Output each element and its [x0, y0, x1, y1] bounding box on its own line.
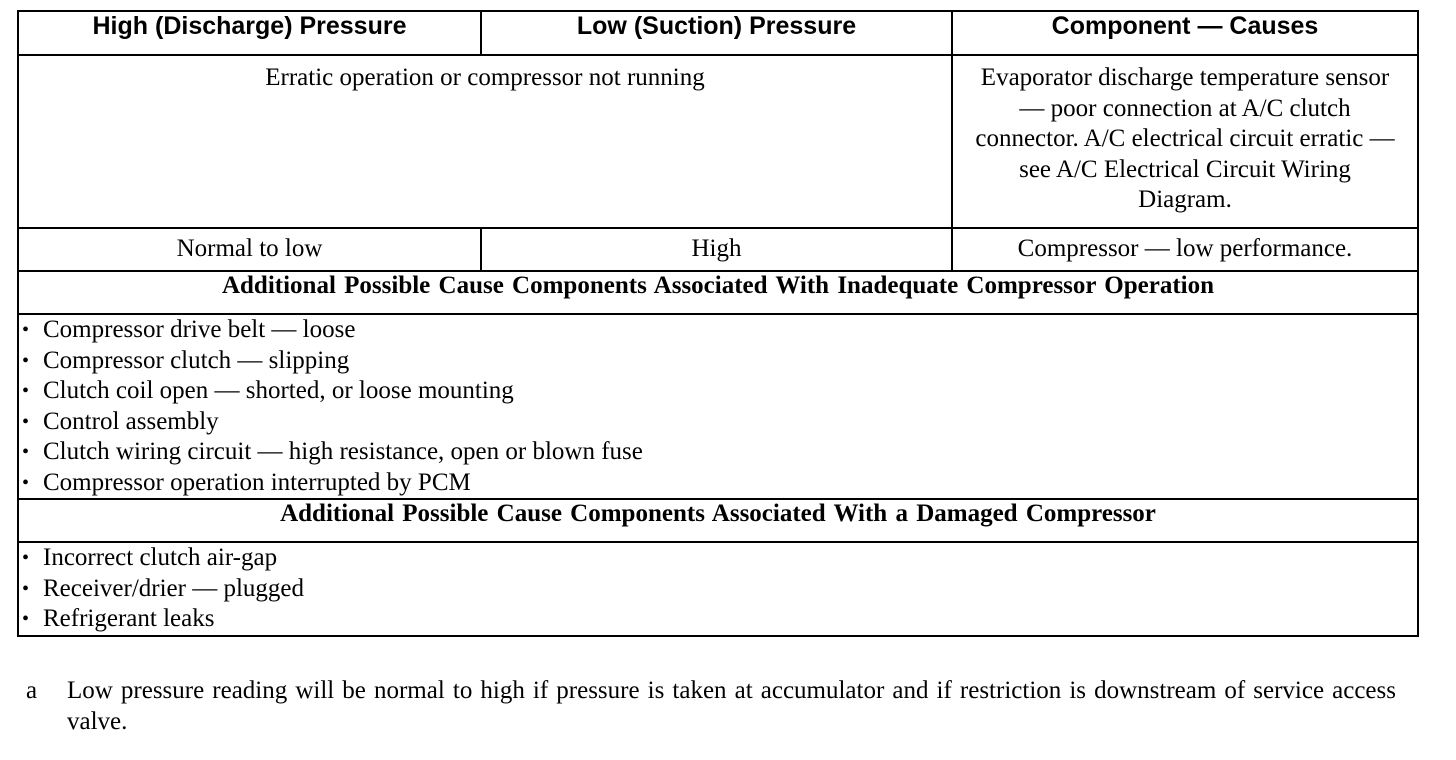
- list-item: [19, 574, 1417, 605]
- bullet-icon: •: [22, 349, 30, 372]
- bullet-icon: •: [22, 471, 30, 494]
- footnote-text: Low pressure reading will be normal to high if pressure is taken at accumulator and if restriction is downstream of service access valve.: [67, 677, 1396, 735]
- bullet-icon: •: [22, 608, 30, 630]
- bullet-list: [19, 315, 1417, 498]
- list-item-text: Incorrect clutch air-gap: [43, 544, 278, 571]
- list-item: [19, 376, 1417, 407]
- list-item: [19, 437, 1417, 468]
- list-item: [19, 346, 1417, 377]
- section-list-cell: [18, 542, 1418, 636]
- list-item-text: Control assembly: [43, 407, 219, 435]
- bullet-icon: •: [22, 410, 30, 433]
- list-item: [19, 604, 1417, 635]
- header-high-pressure: High (Discharge) Pressure: [18, 11, 481, 55]
- list-item: [19, 315, 1417, 346]
- list-item-text: Compressor clutch — slipping: [43, 346, 350, 374]
- component-cause-cell: Evaporator discharge temperature sensor — poor connection at A/C clutch connector. A/C electrical circuit erratic — see A/C Electrical Circuit Wiring Diagram.: [952, 55, 1418, 228]
- footnote-mark: a: [26, 677, 38, 704]
- list-item-text: Compressor drive belt — loose: [43, 316, 356, 343]
- list-item-text: Clutch wiring circuit — high resistance, open or blown fuse: [43, 438, 643, 465]
- pressure-condition-cell: Erratic operation or compressor not running: [18, 55, 952, 228]
- section-title: Additional Possible Cause Components Associated With a Damaged Compressor: [18, 499, 1418, 542]
- section-list-row: [18, 542, 1418, 636]
- high-pressure-cell: Normal to low: [18, 228, 481, 271]
- bullet-icon: •: [22, 547, 30, 569]
- table-row: [18, 55, 1418, 228]
- list-item-text: Compressor operation interrupted by PCM: [43, 468, 471, 496]
- section-header-row: [18, 499, 1418, 542]
- bullet-list: [19, 543, 1417, 635]
- bullet-icon: •: [22, 380, 30, 402]
- diagnosis-table: [17, 10, 1419, 637]
- section-header-row: [18, 271, 1418, 314]
- table-row: [18, 228, 1418, 271]
- section-title: Additional Possible Cause Components Associated With Inadequate Compressor Operation: [18, 271, 1418, 314]
- bullet-icon: •: [22, 441, 30, 463]
- list-item-text: Refrigerant leaks: [43, 605, 215, 632]
- header-row: [18, 11, 1418, 55]
- bullet-icon: •: [22, 319, 30, 341]
- header-low-pressure: Low (Suction) Pressure: [481, 11, 952, 55]
- header-component-causes: Component — Causes: [952, 11, 1418, 55]
- footnote: [26, 676, 1396, 737]
- list-item-text: Receiver/drier — plugged: [43, 574, 305, 602]
- list-item: [19, 543, 1417, 574]
- list-item-text: Clutch coil open — shorted, or loose mounting: [43, 377, 514, 404]
- component-cause-cell: Compressor — low performance.: [952, 228, 1418, 271]
- list-item: [19, 407, 1417, 438]
- low-pressure-cell: High: [481, 228, 952, 271]
- list-item: [19, 468, 1417, 499]
- section-list-row: [18, 314, 1418, 499]
- bullet-icon: •: [22, 577, 30, 600]
- section-list-cell: [18, 314, 1418, 499]
